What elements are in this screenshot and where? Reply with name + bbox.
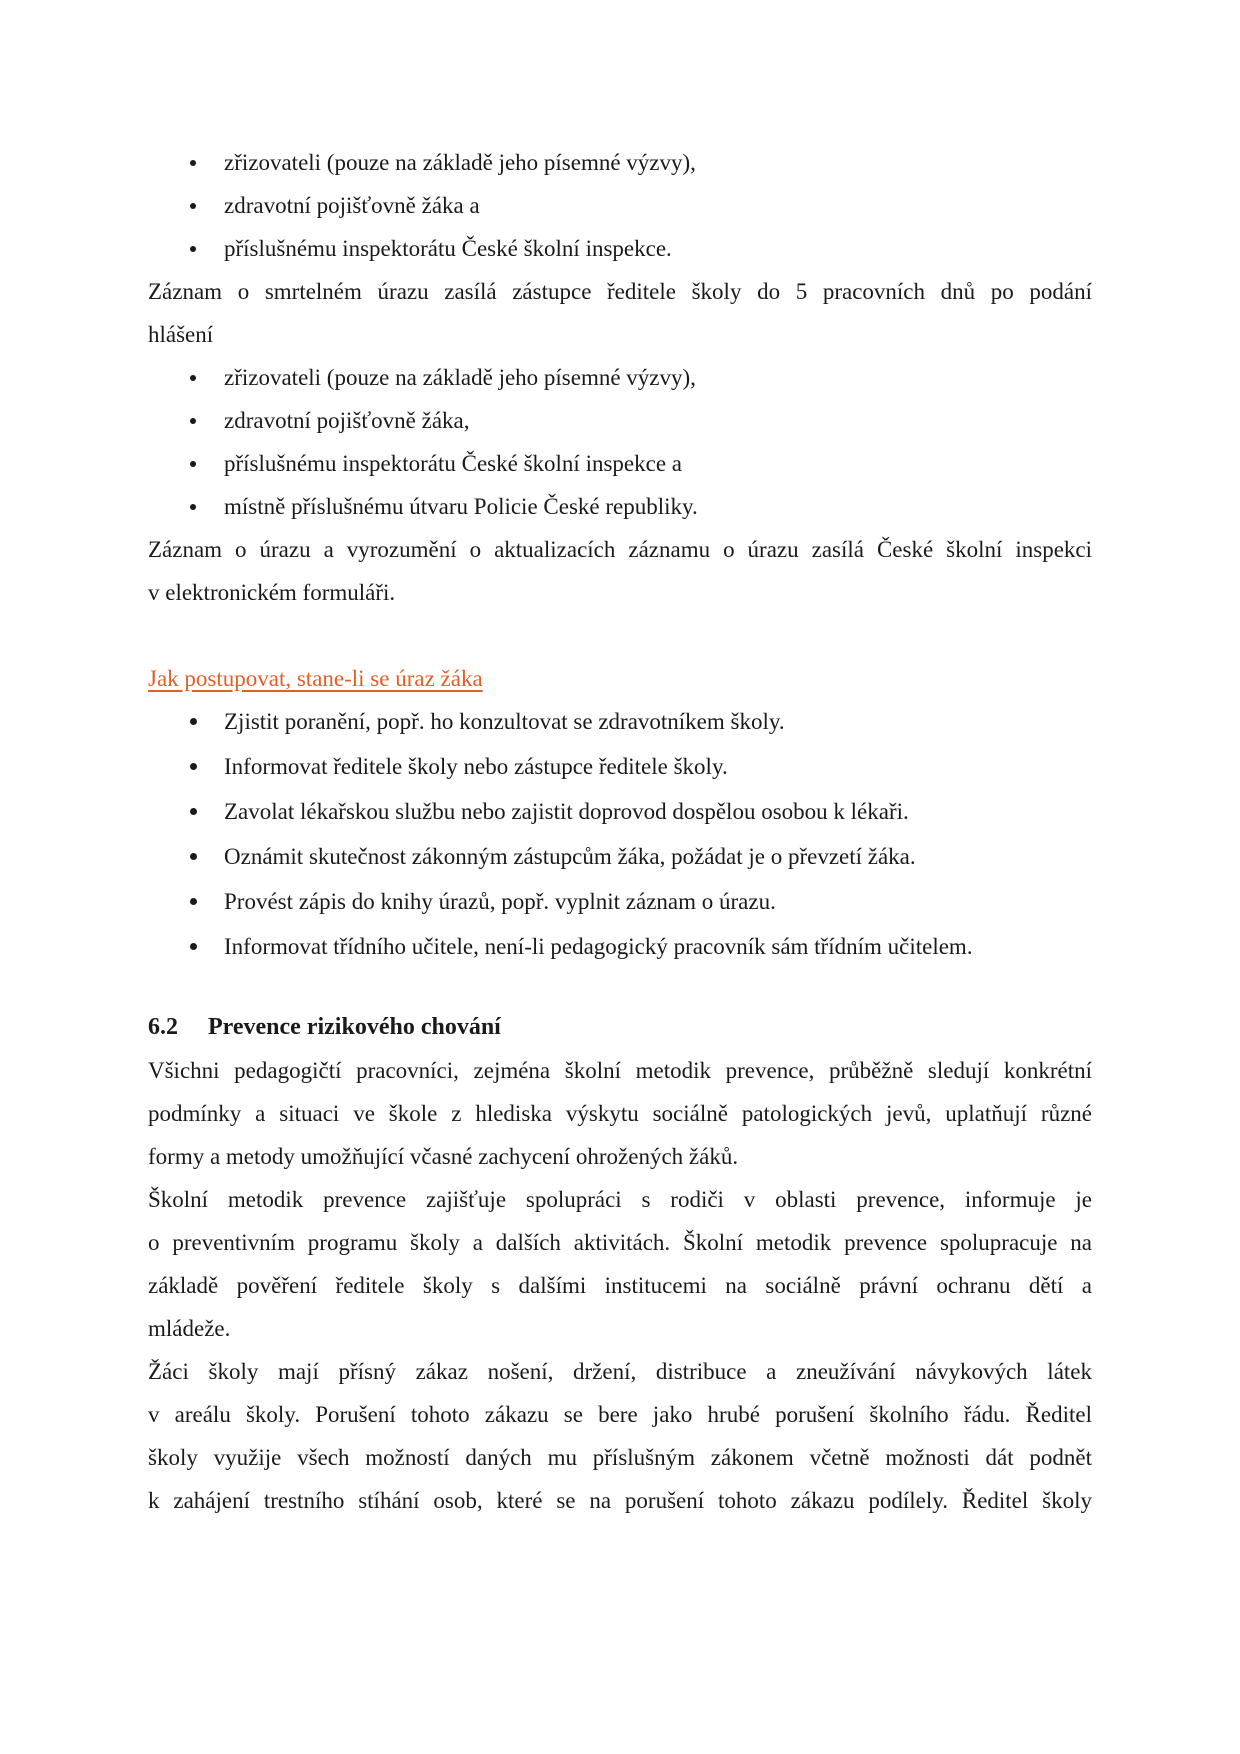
list-item: Oznámit skutečnost zákonným zástupcům žáka, požádat je o převzetí žáka. <box>148 835 1092 880</box>
section-heading <box>148 1006 1092 1049</box>
bullet-icon <box>190 504 196 510</box>
bullet-icon <box>190 375 196 381</box>
list-item: Informovat ředitele školy nebo zástupce ředitele školy. <box>148 745 1092 790</box>
bullet-icon <box>190 718 197 725</box>
section-title: Prevence rizikového chování <box>208 1014 501 1040</box>
bullet-icon <box>190 763 197 770</box>
list-item: zdravotní pojišťovně žáka a <box>148 184 1092 227</box>
paragraph-electronic-form: Záznam o úrazu a vyrozumění o aktualizacích záznamu o úrazu zasílá České školní inspekci v elektronickém formuláři. <box>148 537 1092 605</box>
list-item: příslušnému inspektorátu České školní inspekce. <box>148 227 1092 270</box>
list-item: Provést zápis do knihy úrazů, popř. vyplnit záznam o úrazu. <box>148 880 1092 925</box>
list-item: místně příslušnému útvaru Policie České republiky. <box>148 485 1092 528</box>
bullet-icon <box>190 160 196 166</box>
list-item: Informovat třídního učitele, není-li pedagogický pracovník sám třídním učitelem. <box>148 925 1092 970</box>
bullet-icon <box>190 808 197 815</box>
bullet-icon <box>190 898 197 905</box>
recipients-list-injury <box>148 141 1092 270</box>
bullet-icon <box>190 853 197 860</box>
list-item: příslušnému inspektorátu České školní inspekce a <box>148 442 1092 485</box>
list-item: zřizovateli (pouze na základě jeho písemné výzvy), <box>148 356 1092 399</box>
procedure-subtitle: Jak postupovat, stane-li se úraz žáka <box>148 666 483 691</box>
list-item: Zavolat lékařskou službu nebo zajistit doprovod dospělou osobou k lékaři. <box>148 790 1092 835</box>
recipients-list-fatal <box>148 356 1092 528</box>
document-page <box>148 141 1092 1522</box>
list-item: zřizovateli (pouze na základě jeho písemné výzvy), <box>148 141 1092 184</box>
section-number: 6.2 <box>148 1014 178 1040</box>
bullet-icon <box>190 203 196 209</box>
paragraph-fatal-injury: Záznam o smrtelném úrazu zasílá zástupce ředitele školy do 5 pracovních dnů po podání hlášení <box>148 279 1092 347</box>
paragraph-substance-ban: Žáci školy mají přísný zákaz nošení, držení, distribuce a zneužívání návykových látek v areálu školy. Porušení tohoto zákazu se bere jako hrubé porušení školního řádu. Ředitel školy využije všech možností daných mu příslušným zákonem včetně možnosti dát podnět k zahájení trestního stíhání osob, které se na porušení tohoto zákazu podílely. Ředitel školy <box>148 1359 1092 1513</box>
list-item: Zjistit poranění, popř. ho konzultovat se zdravotníkem školy. <box>148 700 1092 745</box>
paragraph-prevention-staff: Všichni pedagogičtí pracovníci, zejména školní metodik prevence, průběžně sledují konkrétní podmínky a situaci ve škole z hlediska výskytu sociálně patologických jevů, uplatňují různé formy a metody umožňující včasné zachycení ohrožených žáků. <box>148 1058 1092 1169</box>
bullet-icon <box>190 246 196 252</box>
procedure-list <box>148 700 1092 970</box>
list-item: zdravotní pojišťovně žáka, <box>148 399 1092 442</box>
bullet-icon <box>190 943 197 950</box>
paragraph-prevention-methodist: Školní metodik prevence zajišťuje spolupráci s rodiči v oblasti prevence, informuje je o preventivním programu školy a dalších aktivitách. Školní metodik prevence spolupracuje na základě pověření ředitele školy s dalšími institucemi na sociálně právní ochranu dětí a mládeže. <box>148 1187 1092 1341</box>
bullet-icon <box>190 418 196 424</box>
bullet-icon <box>190 461 196 467</box>
